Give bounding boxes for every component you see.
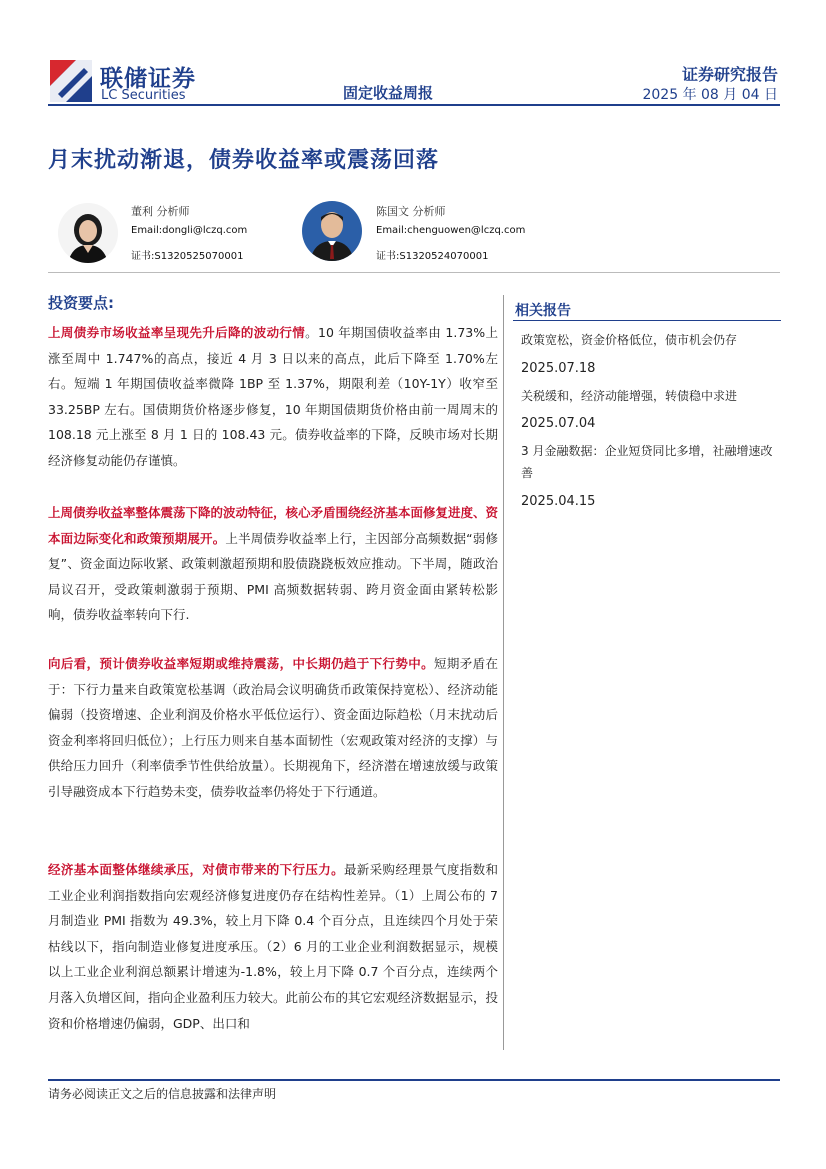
related-report-link[interactable]: 关税缓和，经济动能增强，转债稳中求进 [521,389,738,403]
key-point-paragraph-1 [48,320,498,474]
analyst-1-name: 董利 分析师 [131,205,190,218]
key-point-body: 上半周债券收益率上行，主因部分高频数据“弱修复”、资金面边际收紧、政策刺激超预期和股债跷跷板效应推动。下半周，随政治局议召开，受政策刺激弱于预期、PMI 高频数据转弱、跨月资金面由紧转松影响，债券收益率转向下行. [48,530,498,623]
logo-english-name: LC Securities [101,88,186,103]
analyst-1-avatar [58,203,118,263]
related-report-date: 2025.07.04 [521,416,596,431]
footer-divider [48,1079,780,1081]
key-point-highlight: 上周债券市场收益率呈现先升后降的波动行情 [48,325,306,340]
key-point-paragraph-4 [48,857,498,1036]
key-point-paragraph-3 [48,651,498,805]
report-type: 证券研究报告 [681,65,778,84]
logo-chinese-name: 联储证券 [100,66,196,92]
key-point-highlight: 向后看，预计债券收益率短期或维持震荡，中长期仍趋于下行势中。 [48,656,435,671]
report-category: 固定收益周报 [343,84,434,102]
analyst-divider [48,272,780,273]
related-report-link[interactable]: 政策宽松，资金价格低位，债市机会仍存 [521,333,738,347]
key-point-body: 。10 年期国债收益率由 1.73%上涨至周中 1.747%的高点，接近 4 月 3 日以来的高点，此后下降至 1.70%左右。短端 1 年期国债收益率微降 1BP 至 1.37%，期限利差（10Y-1Y）收窄至 33.25BP 左右。国债期货价格逐步修复，10 年期国债期货价格由前一周周末的 108.18 元上涨至 8 月 1 日的 108.43 元。债券收益率的下降，反映市场对长期经济修复动能仍存谨慎。 [48,325,498,468]
analyst-2-name: 陈国文 分析师 [376,205,446,218]
key-point-body: 最新采购经理景气度指数和工业企业利润指数指向宏观经济修复进度仍存在结构性差异。（1）上周公布的 7 月制造业 PMI 指数为 49.3%，较上月下降 0.4 个百分点，且连续四个月处于荣枯线以下，指向制造业修复进度承压。（2）6 月的工业企业利润数据显示，规模以上工业企业利润总额累计增速为-1.8%，较上月下降 0.7 个百分点，连续两个月落入负增区间，指向企业盈利压力较大。此前公布的其它宏观经济数据显示，投资和价格增速仍偏弱，GDP、出口和 [48,862,499,1031]
related-reports-divider [513,320,781,321]
analyst-2-email[interactable]: Email:chenguowen@lczq.com [376,225,526,236]
analyst-2-cert: 证书:S1320524070001 [376,251,489,262]
column-divider [503,295,504,1050]
footer-disclaimer: 请务必阅读正文之后的信息披露和法律声明 [48,1087,277,1101]
analyst-2-avatar [302,201,362,261]
section-title-key-points: 投资要点: [48,294,114,312]
related-report-link[interactable]: 3 月金融数据：企业短贷同比多增，社融增速改善 [521,444,773,480]
analyst-1-cert: 证书:S1320525070001 [131,251,244,262]
page-title: 月末扰动渐退，债券收益率或震荡回落 [48,148,440,173]
key-point-body: 短期矛盾在于：下行力量来自政策宽松基调（政治局会议明确货币政策保持宽松）、经济动能偏弱（投资增速、企业利润及价格水平低位运行）、资金面边际趋松（月末扰动后资金利率将回归低位）；上行压力则来自基本面韧性（宏观政策对经济的支撑）与供给压力回升（利率债季节性供给放量）。长期视角下，经济潜在增速放缓与政策引导融资成本下行趋势未变，债券收益率仍将处于下行通道。 [48,656,498,799]
related-report-date: 2025.04.15 [521,494,596,509]
analyst-1-email[interactable]: Email:dongli@lczq.com [131,225,248,236]
report-date: 2025 年 08 月 04 日 [642,87,778,103]
key-point-highlight: 上周债券收益率整体震荡下降的波动特征，核心矛盾围绕经济基本面修复进度、资本面边际变化和政策预期展开。 [48,505,499,546]
related-report-date: 2025.07.18 [521,361,596,376]
related-reports-title: 相关报告 [515,303,571,319]
company-logo-icon [50,60,92,102]
key-point-highlight: 经济基本面整体继续承压，对债市带来的下行压力。 [48,862,344,877]
key-point-paragraph-2 [48,500,498,628]
header-divider [48,104,780,106]
